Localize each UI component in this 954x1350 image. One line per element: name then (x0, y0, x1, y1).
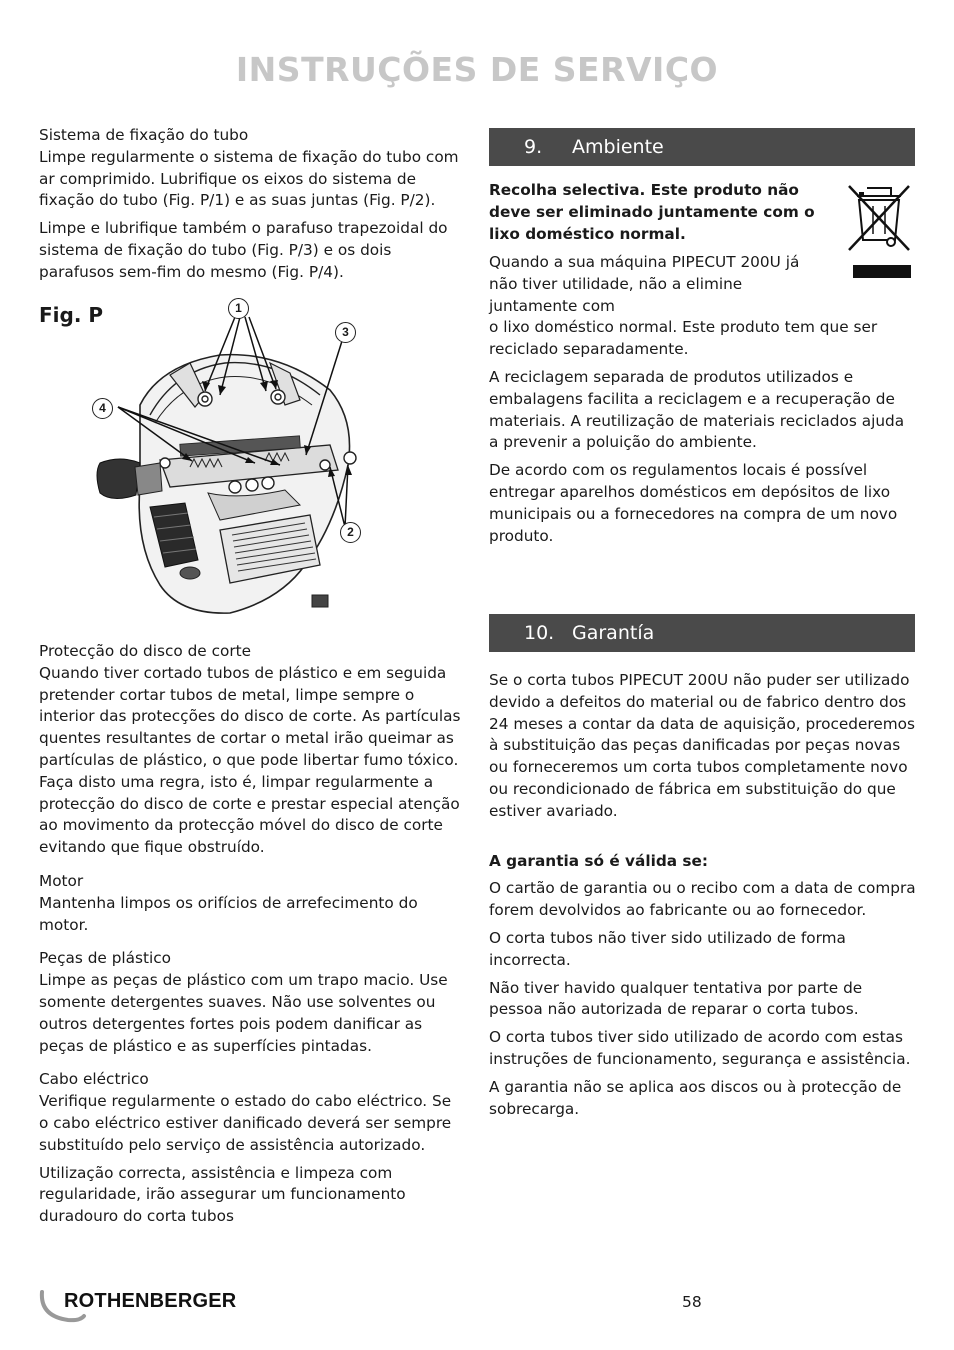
callout-1: 1 (228, 298, 249, 319)
ambiente-warning (489, 180, 829, 251)
figure-p-illustration (80, 295, 380, 625)
ambiente-body (489, 252, 917, 553)
paragraph: o lixo doméstico normal. Este produto tem que ser reciclado separadamente. (489, 318, 878, 359)
paragraph: A reciclagem separada de produtos utilizados e embalagens facilita a reciclagem e a recuperação de materiais. A reutilização de materiais reciclados ajuda a prevenir a poluição do ambiente. (489, 367, 905, 452)
section-bar-garantia (489, 614, 915, 652)
condition-item: O cartão de garantia ou o recibo com a data de compra forem devolvidos ao fabricante ou ao fornecedor. (489, 879, 916, 920)
section-title: Ambiente (572, 136, 664, 158)
pipe-cutter-drawing (80, 295, 380, 625)
paragraph: Quando a sua máquina PIPECUT 200U já não tiver utilidade, não a elimine juntamente com (489, 253, 800, 315)
section-heading-blade-guard: Protecção do disco de corte (39, 642, 252, 660)
condition-item: Não tiver havido qualquer tentativa por parte de pessoa não autorizada de reparar o corta tubos. (489, 978, 863, 1019)
paragraph: Mantenha limpos os orifícios de arrefecimento do motor. (39, 893, 418, 934)
brand-logo-text: ROTHENBERGER (64, 1290, 237, 1312)
callout-2: 2 (340, 522, 361, 543)
page-title: INSTRUÇÕES DE SERVIÇO (235, 50, 719, 89)
paragraph: Limpe regularmente o sistema de fixação do tubo com ar comprimido. Lubrifique os eixos do sistema de fixação do tubo (Fig. P/1) e as suas juntas (Fig. P/2). (39, 147, 459, 210)
paragraph: De acordo com os regulamentos locais é possível entregar aparelhos domésticos em depósitos de lixo municipais ou a fornecedores na compra de um novo produto. (489, 461, 898, 545)
figure-label: Fig. P (39, 303, 104, 327)
left-column-top (39, 125, 465, 290)
paragraph: Limpe e lubrifique também o parafuso trapezoidal do sistema de fixação do tubo (Fig. P/3) e os dois parafusos sem-fim do mesmo (Fig. P/4). (39, 219, 448, 281)
section-heading-power-cable: Cabo eléctrico (39, 1070, 149, 1089)
paragraph: Se o corta tubos PIPECUT 200U não puder ser utilizado devido a defeitos do material ou de fabrico dentro dos 24 meses a contar da data de aquisição, procederemos à substituição das peças danificadas por peças novas ou forneceremos um corta tubos completamente novo ou recondicionado de fábrica em substituição do que estiver avariado. (489, 671, 915, 820)
section-heading-motor: Motor (39, 871, 84, 890)
section-heading-tube-fixing: Sistema de fixação do tubo (39, 126, 249, 144)
callout-3: 3 (335, 322, 356, 343)
bold-conditions-heading: A garantia só é válida se: (489, 851, 709, 870)
paragraph: Quando tiver cortado tubos de plástico e em seguida pretender cortar tubos de metal, limpe sempre o interior das protecções do disco de corte. As partículas quentes resultantes de cortar o metal irão queimar as partículas de plástico, o que pode libertar fumo tóxico. Faça disto uma regra, isto é, limpar regularmente a protecção do disco de corte e prestar especial atenção ao movimento da protecção móvel do disco de corte evitando que fique obstruído. (39, 663, 461, 857)
condition-item: O corta tubos tiver sido utilizado de acordo com estas instruções de funcionamento, segurança e assistência. (489, 1028, 911, 1068)
section-bar-ambiente (489, 128, 915, 166)
section-heading-plastic-parts: Peças de plástico (39, 949, 172, 968)
left-column-bottom (39, 641, 465, 1234)
garantia-body (489, 670, 917, 1126)
section-number: 10. (524, 622, 555, 644)
paragraph: Utilização correcta, assistência e limpeza com regularidade, irão assegurar um funcionamento duradouro do corta tubos (39, 1163, 406, 1226)
section-title: Garantía (572, 622, 655, 644)
paragraph: Verifique regularmente o estado do cabo eléctrico. Se o cabo eléctrico estiver danificado deverá ser sempre substituído pelo serviço de assistência autorizado. (39, 1092, 452, 1154)
paragraph: Limpe as peças de plástico com um trapo macio. Use somente detergentes suaves. Não use solventes ou outros detergentes fortes pois podem danificar as peças de plástico e as superfícies pintadas. (39, 971, 448, 1055)
page-number: 58 (682, 1293, 702, 1311)
bold-notice: Recolha selectiva. Este produto não deve ser eliminado juntamente com o lixo doméstico normal. (489, 181, 815, 243)
condition-item: A garantia não se aplica aos discos ou à protecção de sobrecarga. (489, 1077, 902, 1118)
section-number: 9. (524, 136, 543, 158)
callout-4: 4 (92, 398, 113, 419)
condition-item: O corta tubos não tiver sido utilizado de forma incorrecta. (489, 928, 846, 969)
